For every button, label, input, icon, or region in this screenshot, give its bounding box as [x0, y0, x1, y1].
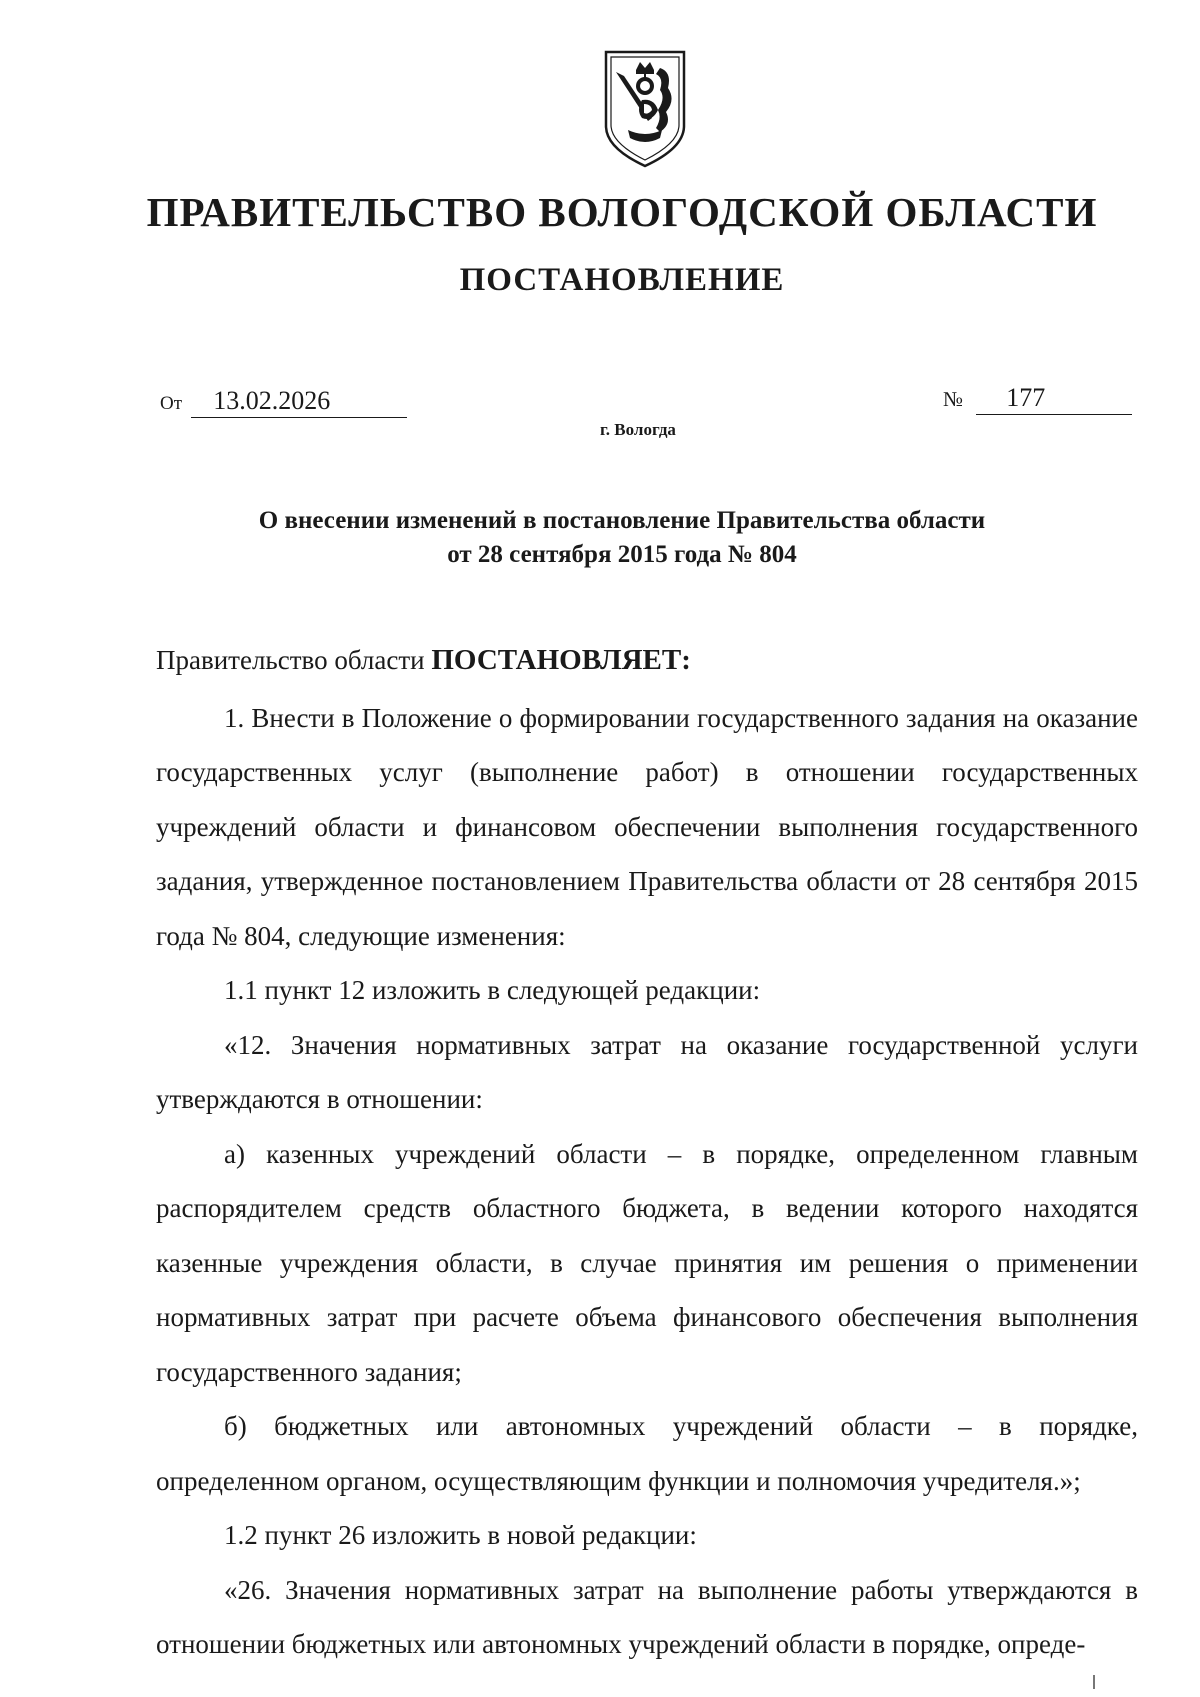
- date-prefix: От: [160, 393, 183, 414]
- vologda-coat-of-arms-icon: [602, 48, 688, 170]
- paragraph-12-b: б) бюджетных или автономных учреждений области – в порядке, определенном органом, осуществляющим функции и полномочия учредителя.»;: [156, 1411, 1138, 1496]
- subject-line-2: от 28 сентября 2015 года № 804: [447, 541, 797, 568]
- government-title: ПРАВИТЕЛЬСТВО ВОЛОГОДСКОЙ ОБЛАСТИ: [146, 189, 1098, 235]
- paragraph-1-2: 1.2 пункт 26 изложить в новой редакции:: [224, 1520, 697, 1550]
- city-label: г. Вологда: [600, 420, 676, 439]
- resolution-intro: [156, 633, 1138, 688]
- number-prefix: №: [943, 387, 964, 411]
- document-number: 177: [976, 385, 1132, 415]
- resolves-text: ПОСТАНОВЛЯЕТ:: [431, 644, 691, 676]
- paragraph-12-a: а) казенных учреждений области – в порядке, определенном главным распорядителем средств областного бюджета, в ведении которого находятся казенные учреждения области, в случае принятия им решения о применении нормативных затрат при расчете объема финансового обеспечения выполнения государственного задания;: [156, 1138, 1138, 1387]
- document-date: 13.02.2026: [191, 388, 407, 418]
- date-row: [160, 388, 407, 418]
- subject-line-1: О внесении изменений в постановление Правительства области: [258, 507, 986, 534]
- paragraph-12: «12. Значения нормативных затрат на оказание государственной услуги утверждаются в отношении:: [156, 1029, 1138, 1114]
- paragraph-1: 1. Внести в Положение о формировании государственного задания на оказание государственных услуг (выполнение работ) в отношении государственных учреждений области и финансовом обеспечении выполнения государственного задания, утвержденное постановлением Правительства области от 28 сентября 2015 года № 804, следующие изменения:: [156, 702, 1138, 951]
- scan-mark: [1093, 1675, 1095, 1689]
- intro-text: Правительство области: [156, 645, 432, 675]
- paragraph-1-1: 1.1 пункт 12 изложить в следующей редакции:: [224, 975, 761, 1005]
- number-row: [943, 385, 1132, 415]
- document-body: [156, 633, 1138, 1672]
- paragraph-26: «26. Значения нормативных затрат на выполнение работы утверждаются в отношении бюджетных или автономных учреждений области в порядке, опреде-: [156, 1574, 1138, 1659]
- document-type-title: ПОСТАНОВЛЕНИЕ: [459, 262, 785, 298]
- document-subject: [0, 504, 1200, 572]
